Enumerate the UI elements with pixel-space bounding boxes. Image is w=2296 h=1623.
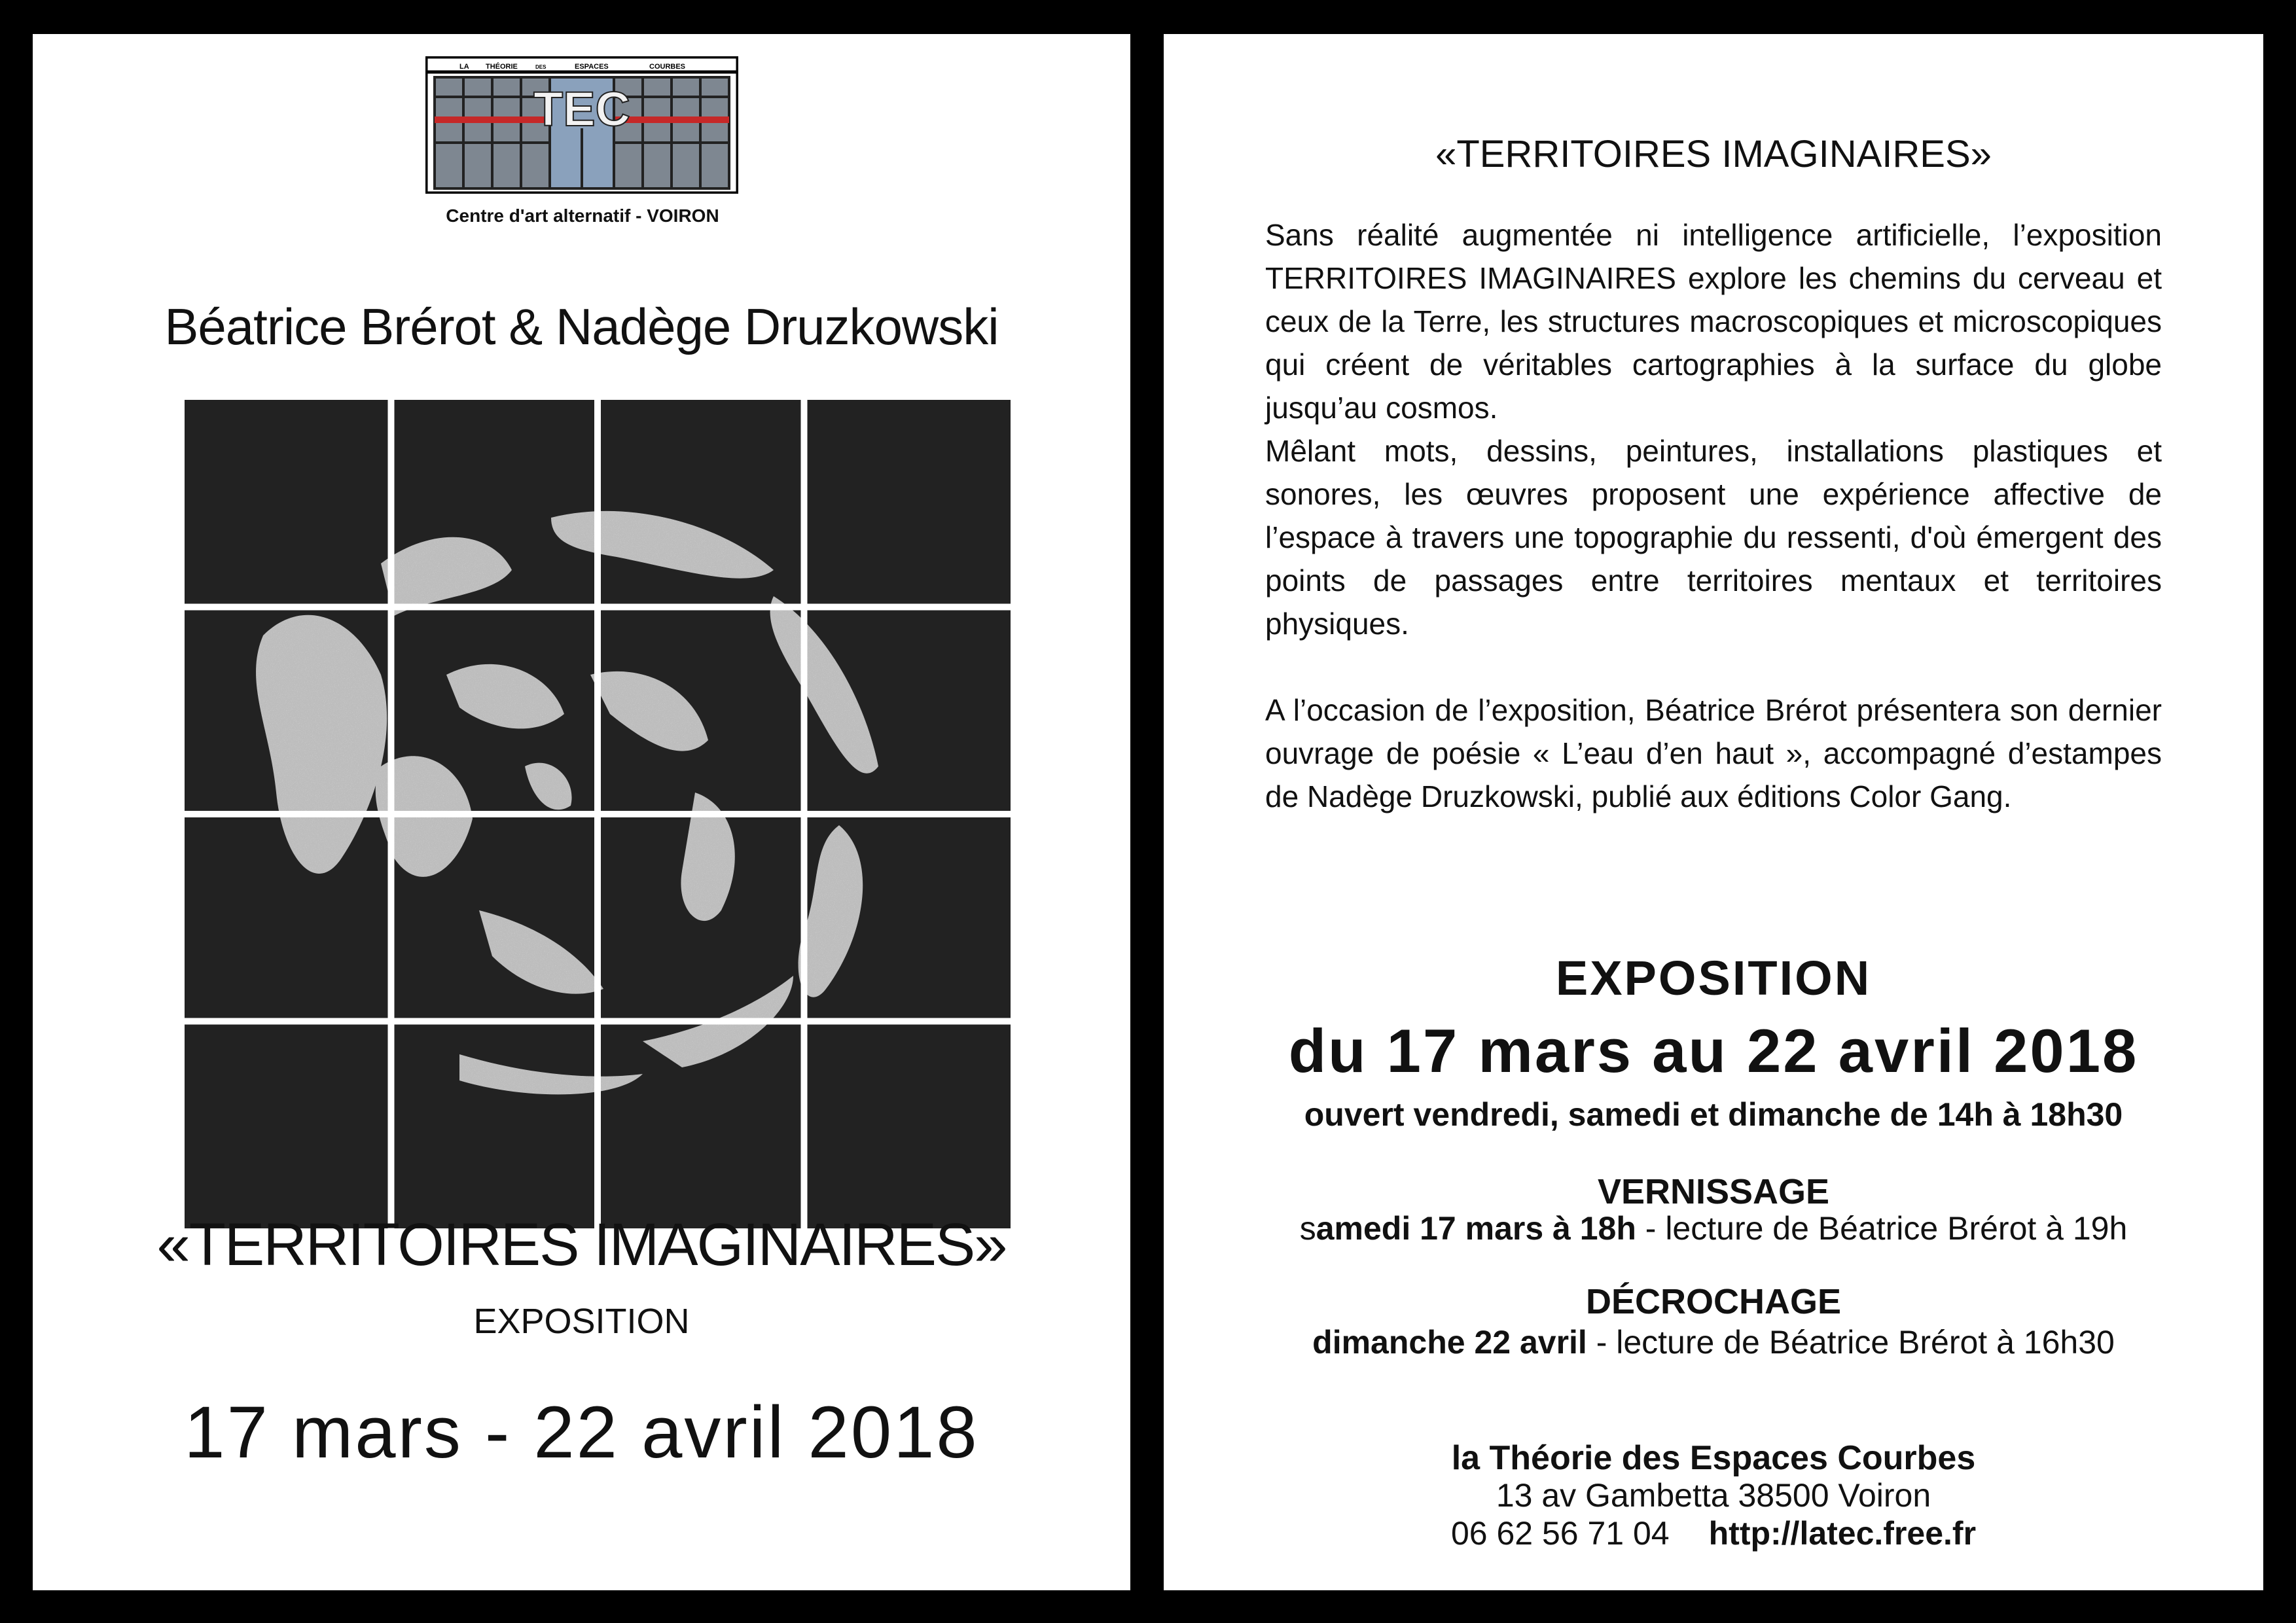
- exhibition-label: EXPOSITION: [1555, 951, 1872, 1005]
- description-paragraph-3: A l’occasion de l’exposition, Béatrice Brérot présentera son dernier ouvrage de poésie « L’eau d’en haut », accompagné d’estampes de Nadège Druzkowski, publié aux éditions Color Gang.: [1265, 693, 2162, 813]
- vernissage-details: [1164, 1209, 2263, 1247]
- venue-address: 13 av Gambetta 38500 Voiron: [1496, 1477, 1931, 1514]
- venue-logo: [425, 56, 738, 194]
- opening-hours: ouvert vendredi, samedi et dimanche de 14h à 18h30: [1304, 1096, 2123, 1133]
- logo-banner-des: DES: [535, 64, 547, 70]
- exhibition-description: [1265, 213, 2162, 818]
- decrochage-reading: - lecture de Béatrice Brérot à 16h30: [1587, 1324, 2115, 1361]
- exhibition-title: «TERRITOIRES IMAGINAIRES»: [156, 1211, 1007, 1278]
- artwork-grid-image: [185, 400, 1011, 1228]
- exhibition-dates: 17 mars - 22 avril 2018: [184, 1391, 979, 1473]
- vernissage-lead: s: [1299, 1210, 1316, 1247]
- front-panel: [33, 34, 1130, 1590]
- logo-banner-espaces: ESPACES: [575, 63, 609, 71]
- logo-banner-la: LA: [459, 63, 469, 71]
- logo-monogram: TEC: [533, 82, 630, 136]
- vernissage-heading: VERNISSAGE: [1597, 1172, 1830, 1211]
- venue-website-link[interactable]: http://latec.free.fr: [1708, 1515, 1977, 1552]
- logo-subtitle: Centre d'art alternatif - VOIRON: [446, 205, 719, 226]
- decrochage-date: dimanche 22 avril: [1312, 1324, 1587, 1361]
- vernissage-reading: - lecture de Béatrice Brérot à 19h: [1636, 1210, 2128, 1247]
- logo-banner-courbes: COURBES: [649, 63, 686, 71]
- decrochage-details: [1164, 1323, 2263, 1361]
- description-paragraph-1: Sans réalité augmentée ni intelligence artificielle, l’exposition TERRITOIRES IMAGINAIRES explore les chemins du cerveau et ceux de la Terre, les structures macroscopiques et microscopiques qui créent de véritables cartographies à la surface du globe jusqu’au cosmos.: [1265, 218, 2162, 425]
- artists-names: Béatrice Brérot & Nadège Druzkowski: [164, 298, 999, 355]
- description-paragraph-2: Mêlant mots, dessins, peintures, installations plastiques et sonores, les œuvres proposent une expérience affective de l’espace à travers une topographie du ressenti, d'où émergent des points de passages entre territoires mentaux et territoires physiques.: [1265, 434, 2162, 641]
- venue-phone: 06 62 56 71 04: [1450, 1515, 1670, 1552]
- exhibition-dates: du 17 mars au 22 avril 2018: [1288, 1016, 2139, 1085]
- exhibition-title: «TERRITOIRES IMAGINAIRES»: [1435, 133, 1992, 175]
- venue-name: la Théorie des Espaces Courbes: [1451, 1439, 1976, 1477]
- logo-banner-theorie: THÉORIE: [486, 63, 518, 71]
- exhibition-label: EXPOSITION: [473, 1302, 690, 1341]
- venue-contact: [1164, 1514, 2263, 1552]
- vernissage-date: amedi 17 mars à 18h: [1316, 1210, 1636, 1247]
- back-panel: [1164, 34, 2263, 1590]
- decrochage-heading: DÉCROCHAGE: [1585, 1282, 1842, 1321]
